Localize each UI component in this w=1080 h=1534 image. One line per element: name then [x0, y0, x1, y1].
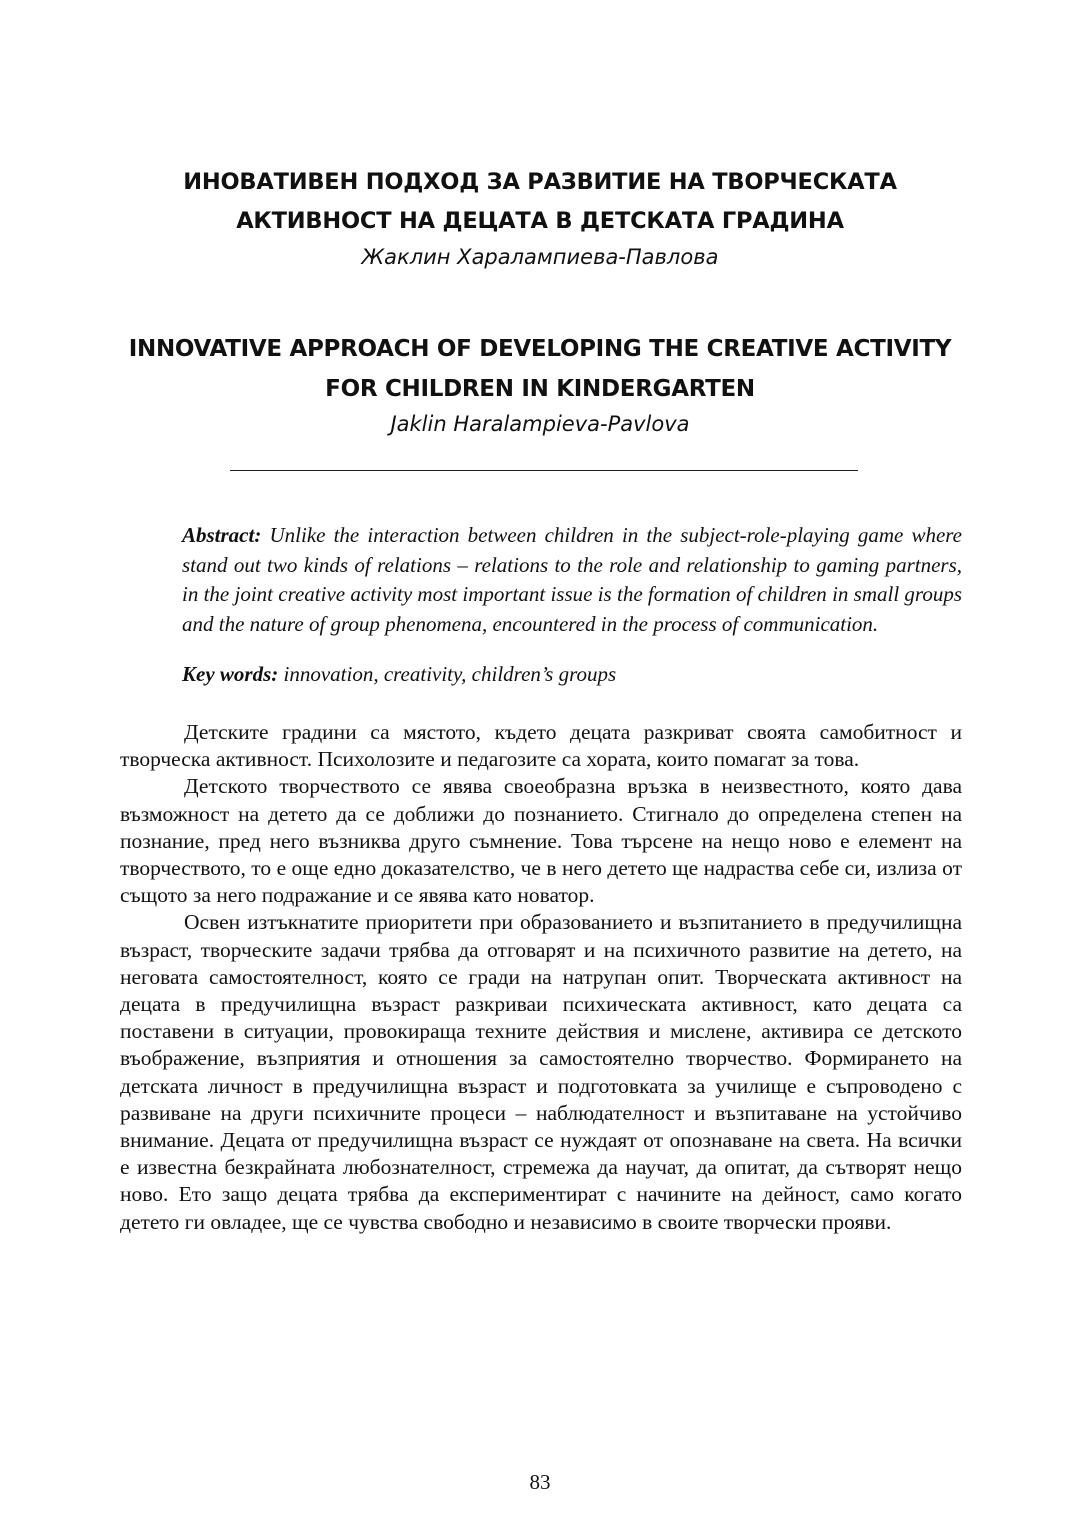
author-english: Jaklin Haralampieva-Pavlova	[390, 412, 690, 436]
title-bulgarian	[0, 163, 1080, 241]
author-bulgarian: Жаклин Харалампиева-Павлова	[361, 245, 719, 269]
abstract	[182, 521, 962, 639]
title-en-line-2: FOR CHILDREN IN KINDERGARTEN	[325, 376, 755, 402]
title-bg-line-2: АКТИВНОСТ НА ДЕЦАТА В ДЕТСКАТА ГРАДИНА	[236, 208, 844, 234]
body-text	[120, 719, 962, 1236]
body-paragraph-2: Детското творчеството се явява своеобразна връзка в неизвестното, която дава възможност на детето да се доближи до познанието. Стигнало до определена степен на познание, пред него възниква друго съмнение. Това търсене на нещо ново е елемент на творчеството, то е още едно доказателство, че в него детето ще надраства себе си, излиза от същото за него подражание и се явява като новатор.	[120, 774, 962, 908]
abstract-text: Unlike the interaction between children in the subject-role-playing game where stand out two kinds of relations – relations to the role and relationship to gaming partners, in the joint creative activity most important issue is the formation of children in small groups and the nature of group phenomena, encountered in the process of communication.	[182, 523, 962, 636]
body-paragraph-3: Освен изтъкнатите приоритети при образованието и възпитанието в предучилищна възраст, творческите задачи трябва да отговарят и на психичното развитие на детето, на неговата самостоятелност, която се гради на натрупан опит. Творческата активност на децата в предучилищна възраст разкриваи психическата активност, като децата са поставени в ситуации, провокираща техните действия и мислене, активира се детското въображение, възприятия и отношения за самостоятелно творчество. Формирането на детската личност в предучилищна възраст и подготовката за училище е съпроводено с развиване на други психичните процеси – наблюдателност и възпитаване на устойчиво внимание. Децата от предучилищна възраст се нуждаят от опознаване на света. На всички е известна безкрайната любознателност, стремежа да научат, да опитат, да сътворят нещо ново. Ето защо децата трябва да експериментират с начините на дейност, само когато детето ги овладее, ще се чувства свободно и независимо в своите творчески прояви.	[120, 910, 962, 1234]
title-en-line-1: INNOVATIVE APPROACH OF DEVELOPING THE CREATIVE ACTIVITY	[128, 336, 952, 362]
title-bg-line-1: ИНОВАТИВЕН ПОДХОД ЗА РАЗВИТИЕ НА ТВОРЧЕСКАТА	[183, 169, 897, 195]
keywords	[182, 660, 962, 690]
keywords-label: Key words:	[182, 662, 279, 686]
title-divider	[230, 470, 858, 471]
title-english	[0, 329, 1080, 409]
keywords-text: innovation, creativity, children’s groups	[283, 662, 617, 686]
body-paragraph-1: Детските градини са мястото, където децата разкриват своята самобитност и творческа активност. Психолозите и педагозите са хората, които помагат за това.	[120, 720, 962, 772]
abstract-label: Abstract:	[182, 523, 262, 547]
page-number: 83	[529, 1470, 551, 1494]
